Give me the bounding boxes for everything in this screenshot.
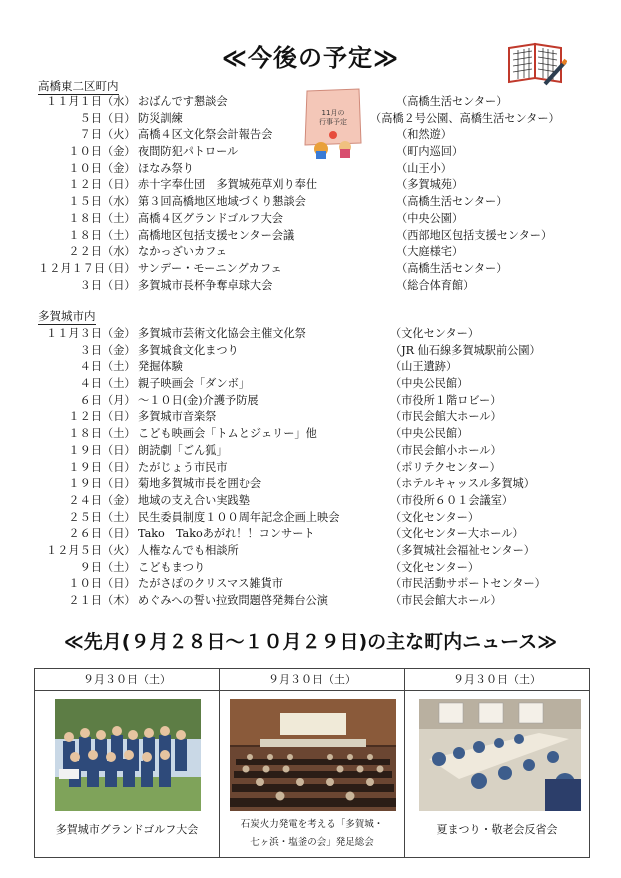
- event-name: 多賀城市長杯争奪卓球大会: [138, 278, 273, 292]
- event-venue: （町内巡回）: [396, 145, 464, 159]
- event-weekday: （金）: [102, 145, 136, 159]
- schedule-row: [38, 211, 598, 228]
- event-date: １８日: [68, 228, 102, 242]
- event-venue: （高橋生活センター）: [396, 195, 508, 209]
- event-date: １１月１日: [46, 95, 102, 108]
- event-date: １０日: [68, 161, 102, 175]
- schedule-row: [38, 526, 598, 543]
- event-venue: （高橋生活センター）: [396, 261, 508, 275]
- schedule-row: [38, 161, 598, 178]
- schedule-row: [38, 111, 598, 128]
- event-venue: （総合体育館）: [396, 278, 475, 292]
- news-heading: ≪先月(９月２８日～１０月２９日)の主な町内ニュース≫: [63, 631, 558, 653]
- schedule-row: [38, 493, 598, 510]
- event-date: ２５日: [68, 510, 102, 524]
- event-venue: （文化センター大ホール）: [390, 527, 524, 541]
- event-venue: （中央公民館）: [390, 427, 469, 441]
- event-date: １５日: [68, 195, 102, 209]
- event-weekday: （日）: [102, 527, 136, 541]
- schedule-row: [38, 409, 598, 426]
- event-date: １９日: [68, 477, 102, 491]
- event-name: サンデー・モーニングカフェ: [138, 261, 282, 275]
- event-date: ３日: [79, 278, 102, 292]
- schedule-row: [38, 560, 598, 577]
- event-name: 防災訓練: [138, 111, 183, 125]
- event-weekday: （日）: [102, 278, 136, 292]
- event-date: ２４日: [68, 493, 102, 507]
- event-name: たがさぽのクリスマス雑貨市: [138, 577, 283, 591]
- event-weekday: （水）: [102, 245, 136, 259]
- news-caption-line: 夏まつり・敬老会反省会: [436, 823, 558, 836]
- news-caption: [35, 821, 219, 838]
- event-weekday: （日）: [102, 460, 136, 474]
- event-date: ９日: [79, 560, 102, 574]
- event-name: 親子映画会「ダンボ」: [138, 377, 250, 391]
- event-date: １０日: [68, 145, 102, 159]
- event-name: 夜間防犯パトロール: [138, 145, 239, 159]
- schedule-row: [38, 278, 598, 295]
- news-item: [405, 669, 589, 857]
- event-weekday: （火）: [102, 128, 136, 142]
- event-venue: （市民会館大ホール）: [390, 410, 502, 424]
- schedule-row: [38, 194, 598, 211]
- schedule-row: [38, 426, 598, 443]
- schedule-row: [38, 144, 598, 161]
- event-date: ６日: [79, 393, 102, 407]
- event-date: １１月３日: [46, 327, 102, 340]
- event-weekday: （土）: [102, 560, 136, 574]
- event-weekday: （金）: [102, 161, 136, 175]
- event-date: １８日: [68, 211, 102, 225]
- event-weekday: （日）: [102, 261, 136, 275]
- event-name: 高橋地区包括支援センター会議: [138, 228, 295, 242]
- event-name: 人権なんでも相談所: [138, 543, 239, 557]
- event-weekday: （土）: [102, 427, 136, 441]
- section-label-city: 多賀城市内: [38, 309, 96, 323]
- event-name: 朗読劇「ごん狐」: [138, 443, 228, 457]
- schedule-row: [38, 443, 598, 460]
- event-name: 発掘体験: [138, 360, 183, 374]
- schedule-row: [38, 94, 598, 111]
- event-weekday: （月）: [102, 393, 136, 407]
- news-caption: [405, 821, 589, 838]
- schedule-row: [38, 543, 598, 560]
- event-name: たがじょう市民市: [138, 460, 228, 474]
- event-date: ２２日: [68, 245, 102, 259]
- event-weekday: （日）: [102, 477, 136, 491]
- event-weekday: （土）: [102, 211, 136, 225]
- event-name: ～１０日(金)介護予防展: [138, 393, 259, 407]
- news-item: [220, 669, 405, 857]
- event-venue: （西部地区包括支援センター）: [396, 228, 553, 242]
- schedule-row: [38, 510, 598, 527]
- page-title: ≪今後の予定≫: [221, 44, 400, 72]
- event-weekday: （日）: [102, 178, 136, 192]
- event-date: ３日: [79, 343, 102, 357]
- event-weekday: （日）: [102, 111, 136, 125]
- event-date: ５日: [79, 111, 102, 125]
- event-date: １２月５日: [46, 543, 102, 557]
- schedule-row: [38, 359, 598, 376]
- event-venue: （市役所６０１会議室）: [390, 493, 514, 507]
- meeting-hall-photo: [230, 699, 396, 811]
- event-weekday: （日）: [102, 443, 136, 457]
- event-name: 高橋４区グランドゴルフ大会: [138, 211, 283, 225]
- event-date: １２日: [68, 178, 102, 192]
- event-weekday: （日）: [102, 410, 136, 424]
- event-venue: （市民会館小ホール）: [390, 443, 502, 457]
- schedule-row: [38, 228, 598, 245]
- event-name: 多賀城市音楽祭: [138, 410, 217, 424]
- event-weekday: （金）: [102, 343, 136, 357]
- event-venue: （多賀城社会福祉センター）: [390, 543, 535, 557]
- news-caption-line: 七ヶ浜・塩釜の会」発足総会: [250, 837, 374, 848]
- event-date: １２月１７日: [38, 261, 106, 275]
- review-meeting-photo: [419, 699, 581, 811]
- schedule-row: [38, 393, 598, 410]
- event-name: こどもまつり: [138, 560, 206, 574]
- event-weekday: （土）: [102, 360, 136, 374]
- event-venue: （和然遊）: [396, 128, 452, 142]
- event-name: こども映画会「トムとジェリー」他: [138, 427, 317, 441]
- event-venue: （文化センター）: [390, 560, 480, 574]
- neighborhood-schedule: [38, 94, 598, 294]
- event-name: 高橋４区文化祭会計報告会: [138, 128, 273, 142]
- schedule-row: [38, 576, 598, 593]
- event-venue: （ホテルキャッスル多賀城）: [390, 477, 535, 491]
- event-date: ４日: [79, 360, 102, 374]
- schedule-row: [38, 376, 598, 393]
- event-venue: （市民活動サポートセンター）: [390, 577, 546, 591]
- event-name: Tako Takoあがれ！！コンサート: [138, 527, 315, 541]
- badge-line-1: 11月の: [321, 109, 345, 117]
- event-weekday: （日）: [102, 577, 136, 591]
- event-date: １９日: [68, 460, 102, 474]
- event-weekday: （水）: [102, 95, 136, 108]
- news-caption: [220, 816, 404, 852]
- event-venue: （中央公民館）: [390, 377, 469, 391]
- event-venue: （大庭様宅）: [396, 245, 464, 259]
- schedule-row: [38, 127, 598, 144]
- event-date: ２６日: [68, 527, 102, 541]
- news-caption-line: 多賀城市グランドゴルフ大会: [55, 823, 199, 836]
- schedule-row: [38, 460, 598, 477]
- event-venue: （中央公園）: [396, 211, 464, 225]
- event-weekday: （火）: [102, 543, 136, 557]
- event-name: ほなみ祭り: [138, 161, 194, 175]
- news-date: ９月３０日（土）: [35, 669, 219, 691]
- event-name: 多賀城市芸術文化協会主催文化祭: [138, 327, 306, 340]
- event-weekday: （木）: [102, 594, 136, 607]
- event-weekday: （土）: [102, 510, 136, 524]
- event-name: 菊地多賀城市長を囲む会: [138, 477, 262, 491]
- event-venue: （山王遺跡）: [390, 360, 458, 374]
- schedule-row: [38, 326, 598, 343]
- event-venue: （JR 仙石線多賀城駅前公園）: [390, 343, 541, 357]
- schedule-row: [38, 343, 598, 360]
- event-date: ２１日: [68, 594, 102, 607]
- event-weekday: （水）: [102, 195, 136, 209]
- event-name: めぐみへの誓い拉致問題啓発舞台公演: [138, 594, 328, 607]
- event-date: １０日: [68, 577, 102, 591]
- schedule-row: [38, 261, 598, 278]
- event-venue: （市民会館大ホール）: [390, 594, 502, 607]
- event-weekday: （土）: [102, 377, 136, 391]
- schedule-row: [38, 593, 598, 610]
- news-item: [35, 669, 220, 857]
- news-date: ９月３０日（土）: [405, 669, 589, 691]
- schedule-row: [38, 244, 598, 261]
- event-weekday: （土）: [102, 228, 136, 242]
- event-date: ７日: [79, 128, 102, 142]
- event-date: １２日: [68, 410, 102, 424]
- section-label-neighborhood: 高橋東二区町内: [38, 79, 119, 93]
- event-date: ４日: [79, 377, 102, 391]
- event-date: １８日: [68, 427, 102, 441]
- news-caption-line: 石炭火力発電を考える「多賀城・: [240, 819, 384, 830]
- event-venue: （高橋生活センター）: [396, 95, 508, 108]
- event-name: 多賀城食文化まつり: [138, 343, 239, 357]
- event-venue: （高橋２号公園、高橋生活センター）: [370, 111, 560, 125]
- event-name: 民生委員制度１００周年記念企画上映会: [138, 510, 340, 524]
- event-weekday: （金）: [102, 493, 136, 507]
- event-name: なかっざいカフェ: [138, 245, 227, 259]
- event-venue: （ポリテクセンター）: [390, 460, 501, 474]
- badge-line-2: 行事予定: [319, 118, 347, 126]
- event-venue: （多賀城苑）: [396, 178, 464, 192]
- event-name: 赤十字奉仕団 多賀城苑草刈り奉仕: [138, 178, 318, 192]
- golf-tournament-photo: [55, 699, 201, 811]
- event-venue: （文化センター）: [390, 327, 480, 340]
- news-date: ９月３０日（土）: [220, 669, 404, 691]
- event-date: １９日: [68, 443, 102, 457]
- news-table: [34, 668, 590, 858]
- event-name: 地域の支え合い実践塾: [138, 493, 250, 507]
- event-name: おばんです懇談会: [138, 95, 228, 108]
- event-venue: （文化センター）: [390, 510, 480, 524]
- event-venue: （山王小）: [396, 161, 452, 175]
- schedule-row: [38, 177, 598, 194]
- city-schedule: [38, 326, 598, 610]
- calendar-book-icon: [505, 38, 567, 86]
- event-weekday: （金）: [102, 327, 136, 340]
- event-venue: （市役所１階ロビー）: [390, 393, 502, 407]
- schedule-row: [38, 476, 598, 493]
- event-name: 第３回高橋地区地域づくり懇談会: [138, 195, 306, 209]
